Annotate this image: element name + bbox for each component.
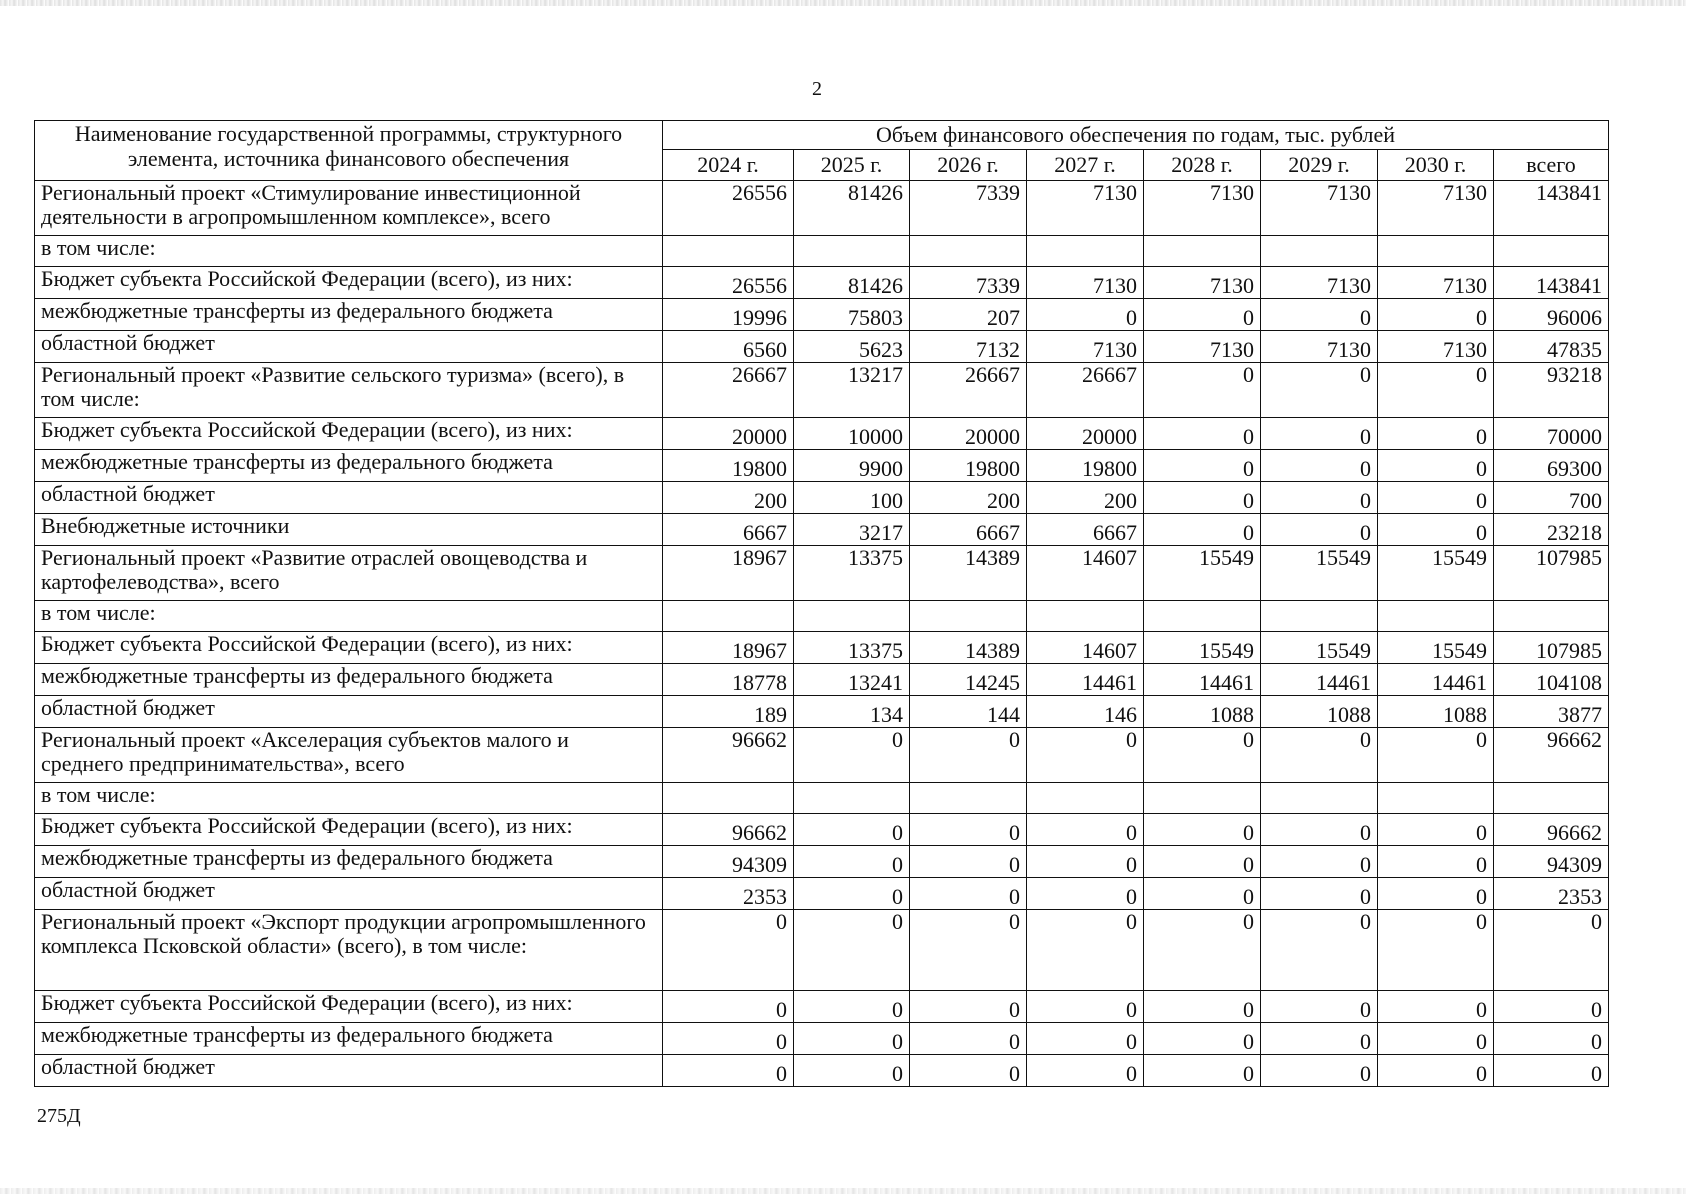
- value-cell: 0: [1378, 450, 1494, 482]
- row-label: Бюджет субъекта Российской Федерации (всего), из них:: [35, 814, 663, 846]
- value-cell: [910, 236, 1027, 267]
- row-label: межбюджетные трансферты из федерального бюджета: [35, 450, 663, 482]
- value-cell: 0: [794, 1023, 910, 1055]
- value-cell: [663, 236, 794, 267]
- value-cell: 7130: [1027, 331, 1144, 363]
- value-cell: 7130: [1027, 267, 1144, 299]
- header-name-column: Наименование государственной программы, структурного элемента, источника финансового обеспечения: [35, 121, 663, 181]
- row-label: областной бюджет: [35, 696, 663, 728]
- value-cell: 14607: [1027, 546, 1144, 601]
- value-cell: 14389: [910, 632, 1027, 664]
- table-row: [35, 514, 1609, 546]
- table-row: [35, 783, 1609, 814]
- value-cell: 0: [1378, 1055, 1494, 1087]
- value-cell: 23218: [1494, 514, 1609, 546]
- value-cell: 7130: [1261, 331, 1378, 363]
- value-cell: 7130: [1144, 267, 1261, 299]
- value-cell: 81426: [794, 267, 910, 299]
- header-year-cell: 2028 г.: [1144, 150, 1261, 181]
- value-cell: 19800: [663, 450, 794, 482]
- value-cell: 69300: [1494, 450, 1609, 482]
- value-cell: 0: [1378, 814, 1494, 846]
- table-row: [35, 331, 1609, 363]
- value-cell: 0: [1027, 728, 1144, 783]
- value-cell: 0: [1261, 418, 1378, 450]
- table-row: [35, 728, 1609, 783]
- value-cell: 0: [1261, 1055, 1378, 1087]
- value-cell: 47835: [1494, 331, 1609, 363]
- value-cell: 200: [1027, 482, 1144, 514]
- value-cell: [663, 783, 794, 814]
- table-row: [35, 363, 1609, 418]
- table-row: [35, 299, 1609, 331]
- value-cell: 0: [1378, 991, 1494, 1023]
- value-cell: [1027, 236, 1144, 267]
- value-cell: 6667: [1027, 514, 1144, 546]
- scan-edge-bottom: [0, 1188, 1686, 1194]
- value-cell: 107985: [1494, 546, 1609, 601]
- row-label: Региональный проект «Стимулирование инвестиционной деятельности в агропромышленном комплексе», всего: [35, 181, 663, 236]
- value-cell: 13241: [794, 664, 910, 696]
- table-row: [35, 601, 1609, 632]
- value-cell: [1494, 783, 1609, 814]
- value-cell: 13217: [794, 363, 910, 418]
- value-cell: 0: [1378, 846, 1494, 878]
- value-cell: [1144, 783, 1261, 814]
- value-cell: 1088: [1261, 696, 1378, 728]
- value-cell: 0: [1261, 514, 1378, 546]
- value-cell: 14607: [1027, 632, 1144, 664]
- value-cell: [1144, 601, 1261, 632]
- value-cell: 0: [1378, 910, 1494, 991]
- value-cell: 0: [1144, 1023, 1261, 1055]
- value-cell: 0: [1378, 418, 1494, 450]
- value-cell: 70000: [1494, 418, 1609, 450]
- value-cell: 0: [794, 991, 910, 1023]
- row-label: Региональный проект «Развитие отраслей овощеводства и картофелеводства», всего: [35, 546, 663, 601]
- page-number: 2: [812, 78, 822, 100]
- scan-edge-top: [0, 0, 1686, 6]
- value-cell: 18967: [663, 546, 794, 601]
- row-label: межбюджетные трансферты из федерального бюджета: [35, 299, 663, 331]
- value-cell: 0: [663, 1055, 794, 1087]
- table-header: [35, 121, 1609, 181]
- financing-table: [34, 120, 1609, 1087]
- header-year-cell: 2027 г.: [1027, 150, 1144, 181]
- value-cell: 7130: [1144, 331, 1261, 363]
- value-cell: 0: [1378, 1023, 1494, 1055]
- row-label: в том числе:: [35, 783, 663, 814]
- value-cell: 0: [1261, 814, 1378, 846]
- value-cell: 15549: [1144, 632, 1261, 664]
- value-cell: 207: [910, 299, 1027, 331]
- value-cell: 7130: [1027, 181, 1144, 236]
- value-cell: 0: [1261, 910, 1378, 991]
- table-row: [35, 482, 1609, 514]
- value-cell: 96006: [1494, 299, 1609, 331]
- row-label: в том числе:: [35, 236, 663, 267]
- value-cell: 0: [663, 910, 794, 991]
- value-cell: 0: [1261, 450, 1378, 482]
- value-cell: [1261, 601, 1378, 632]
- value-cell: 0: [910, 814, 1027, 846]
- value-cell: 0: [1144, 1055, 1261, 1087]
- document-code: 275Д: [37, 1105, 81, 1127]
- header-year-cell: 2026 г.: [910, 150, 1027, 181]
- value-cell: 0: [1144, 299, 1261, 331]
- value-cell: 5623: [794, 331, 910, 363]
- header-year-cell: всего: [1494, 150, 1609, 181]
- value-cell: 7130: [1261, 267, 1378, 299]
- value-cell: 0: [1027, 1055, 1144, 1087]
- value-cell: 0: [1144, 418, 1261, 450]
- row-label: межбюджетные трансферты из федерального бюджета: [35, 664, 663, 696]
- table-row: [35, 846, 1609, 878]
- value-cell: 0: [1261, 878, 1378, 910]
- value-cell: 0: [663, 991, 794, 1023]
- value-cell: 0: [1027, 846, 1144, 878]
- value-cell: 94309: [1494, 846, 1609, 878]
- value-cell: 15549: [1378, 632, 1494, 664]
- value-cell: 96662: [663, 814, 794, 846]
- header-year-cell: 2030 г.: [1378, 150, 1494, 181]
- value-cell: 0: [1378, 514, 1494, 546]
- row-label: Региональный проект «Экспорт продукции агропромышленного комплекса Псковской области» (всего), в том числе:: [35, 910, 663, 991]
- value-cell: 6667: [910, 514, 1027, 546]
- value-cell: 0: [1144, 482, 1261, 514]
- value-cell: 13375: [794, 632, 910, 664]
- value-cell: [1494, 601, 1609, 632]
- row-label: Региональный проект «Акселерация субъектов малого и среднего предпринимательства», всего: [35, 728, 663, 783]
- value-cell: 0: [1261, 299, 1378, 331]
- value-cell: 96662: [663, 728, 794, 783]
- value-cell: 26556: [663, 181, 794, 236]
- value-cell: 0: [794, 910, 910, 991]
- value-cell: 0: [1378, 363, 1494, 418]
- value-cell: 10000: [794, 418, 910, 450]
- value-cell: 0: [1494, 991, 1609, 1023]
- value-cell: [910, 601, 1027, 632]
- value-cell: 20000: [663, 418, 794, 450]
- value-cell: 0: [1027, 299, 1144, 331]
- value-cell: 13375: [794, 546, 910, 601]
- value-cell: 26667: [663, 363, 794, 418]
- table-row: [35, 664, 1609, 696]
- value-cell: 0: [1027, 991, 1144, 1023]
- row-label: межбюджетные трансферты из федерального бюджета: [35, 846, 663, 878]
- table-row: [35, 450, 1609, 482]
- value-cell: 700: [1494, 482, 1609, 514]
- value-cell: 0: [1261, 846, 1378, 878]
- value-cell: 0: [910, 728, 1027, 783]
- value-cell: 7339: [910, 267, 1027, 299]
- value-cell: 15549: [1144, 546, 1261, 601]
- value-cell: 0: [1144, 991, 1261, 1023]
- value-cell: [1378, 236, 1494, 267]
- value-cell: 26667: [1027, 363, 1144, 418]
- value-cell: 26556: [663, 267, 794, 299]
- value-cell: 0: [910, 1055, 1027, 1087]
- value-cell: 6667: [663, 514, 794, 546]
- table-row: [35, 1055, 1609, 1087]
- value-cell: 0: [1144, 728, 1261, 783]
- value-cell: 15549: [1378, 546, 1494, 601]
- header-year-cell: 2029 г.: [1261, 150, 1378, 181]
- value-cell: 0: [794, 814, 910, 846]
- value-cell: 94309: [663, 846, 794, 878]
- value-cell: 143841: [1494, 267, 1609, 299]
- value-cell: 0: [1261, 728, 1378, 783]
- table-row: [35, 991, 1609, 1023]
- value-cell: 0: [1144, 910, 1261, 991]
- row-label: Бюджет субъекта Российской Федерации (всего), из них:: [35, 418, 663, 450]
- value-cell: 7130: [1378, 267, 1494, 299]
- row-label: Региональный проект «Развитие сельского туризма» (всего), в том числе:: [35, 363, 663, 418]
- row-label: областной бюджет: [35, 482, 663, 514]
- value-cell: 0: [1144, 363, 1261, 418]
- value-cell: 15549: [1261, 546, 1378, 601]
- value-cell: [1494, 236, 1609, 267]
- value-cell: 0: [910, 910, 1027, 991]
- value-cell: 93218: [1494, 363, 1609, 418]
- value-cell: 96662: [1494, 728, 1609, 783]
- row-label: межбюджетные трансферты из федерального бюджета: [35, 1023, 663, 1055]
- value-cell: 19996: [663, 299, 794, 331]
- value-cell: 0: [1378, 482, 1494, 514]
- value-cell: [1378, 601, 1494, 632]
- value-cell: 0: [1144, 846, 1261, 878]
- value-cell: 9900: [794, 450, 910, 482]
- row-label: Бюджет субъекта Российской Федерации (всего), из них:: [35, 632, 663, 664]
- value-cell: [663, 601, 794, 632]
- value-cell: 0: [910, 1023, 1027, 1055]
- value-cell: 7130: [1261, 181, 1378, 236]
- value-cell: 20000: [910, 418, 1027, 450]
- header-year-cell: 2024 г.: [663, 150, 794, 181]
- value-cell: 96662: [1494, 814, 1609, 846]
- value-cell: 6560: [663, 331, 794, 363]
- value-cell: 189: [663, 696, 794, 728]
- table-row: [35, 418, 1609, 450]
- value-cell: 0: [663, 1023, 794, 1055]
- value-cell: 100: [794, 482, 910, 514]
- value-cell: 0: [794, 728, 910, 783]
- value-cell: 0: [1494, 910, 1609, 991]
- row-label: областной бюджет: [35, 1055, 663, 1087]
- value-cell: 14461: [1027, 664, 1144, 696]
- value-cell: 0: [1494, 1023, 1609, 1055]
- value-cell: 1088: [1144, 696, 1261, 728]
- value-cell: 0: [1378, 728, 1494, 783]
- table-row: [35, 267, 1609, 299]
- header-year-cell: 2025 г.: [794, 150, 910, 181]
- value-cell: [1027, 783, 1144, 814]
- table-row: [35, 236, 1609, 267]
- row-label: Внебюджетные источники: [35, 514, 663, 546]
- value-cell: 15549: [1261, 632, 1378, 664]
- value-cell: 14461: [1144, 664, 1261, 696]
- value-cell: 0: [1144, 450, 1261, 482]
- value-cell: 0: [794, 878, 910, 910]
- value-cell: 143841: [1494, 181, 1609, 236]
- value-cell: [1261, 783, 1378, 814]
- value-cell: 19800: [1027, 450, 1144, 482]
- value-cell: 0: [1261, 363, 1378, 418]
- value-cell: [1261, 236, 1378, 267]
- value-cell: 2353: [663, 878, 794, 910]
- value-cell: [794, 601, 910, 632]
- value-cell: 0: [1027, 910, 1144, 991]
- value-cell: 134: [794, 696, 910, 728]
- value-cell: 0: [1027, 814, 1144, 846]
- table-row: [35, 546, 1609, 601]
- value-cell: 0: [1144, 878, 1261, 910]
- value-cell: [1144, 236, 1261, 267]
- value-cell: 0: [910, 991, 1027, 1023]
- table-row: [35, 1023, 1609, 1055]
- value-cell: 0: [1144, 514, 1261, 546]
- table-row: [35, 632, 1609, 664]
- value-cell: 0: [1261, 1023, 1378, 1055]
- value-cell: 18778: [663, 664, 794, 696]
- table-row: [35, 878, 1609, 910]
- value-cell: 146: [1027, 696, 1144, 728]
- row-label: Бюджет субъекта Российской Федерации (всего), из них:: [35, 267, 663, 299]
- value-cell: 1088: [1378, 696, 1494, 728]
- table-body: [35, 181, 1609, 1087]
- value-cell: 14389: [910, 546, 1027, 601]
- value-cell: 104108: [1494, 664, 1609, 696]
- value-cell: 0: [1027, 1023, 1144, 1055]
- value-cell: 7339: [910, 181, 1027, 236]
- value-cell: 0: [1378, 299, 1494, 331]
- value-cell: [1027, 601, 1144, 632]
- value-cell: 2353: [1494, 878, 1609, 910]
- value-cell: 75803: [794, 299, 910, 331]
- value-cell: [794, 236, 910, 267]
- value-cell: 14245: [910, 664, 1027, 696]
- value-cell: 0: [1027, 878, 1144, 910]
- value-cell: 7132: [910, 331, 1027, 363]
- table-row: [35, 814, 1609, 846]
- value-cell: 20000: [1027, 418, 1144, 450]
- value-cell: 7130: [1378, 331, 1494, 363]
- table-row: [35, 910, 1609, 991]
- value-cell: 14461: [1378, 664, 1494, 696]
- value-cell: [910, 783, 1027, 814]
- value-cell: [794, 783, 910, 814]
- row-label: областной бюджет: [35, 878, 663, 910]
- value-cell: 7130: [1378, 181, 1494, 236]
- header-financing-volume: Объем финансового обеспечения по годам, тыс. рублей: [663, 121, 1609, 150]
- value-cell: 14461: [1261, 664, 1378, 696]
- row-label: областной бюджет: [35, 331, 663, 363]
- value-cell: 0: [794, 1055, 910, 1087]
- value-cell: 7130: [1144, 181, 1261, 236]
- value-cell: 0: [910, 878, 1027, 910]
- value-cell: 3217: [794, 514, 910, 546]
- value-cell: 19800: [910, 450, 1027, 482]
- value-cell: 3877: [1494, 696, 1609, 728]
- table-row: [35, 181, 1609, 236]
- row-label: Бюджет субъекта Российской Федерации (всего), из них:: [35, 991, 663, 1023]
- value-cell: 0: [910, 846, 1027, 878]
- row-label: в том числе:: [35, 601, 663, 632]
- table-row: [35, 696, 1609, 728]
- value-cell: 0: [794, 846, 910, 878]
- value-cell: 200: [910, 482, 1027, 514]
- value-cell: 81426: [794, 181, 910, 236]
- value-cell: 200: [663, 482, 794, 514]
- value-cell: 18967: [663, 632, 794, 664]
- value-cell: 107985: [1494, 632, 1609, 664]
- value-cell: 0: [1261, 991, 1378, 1023]
- value-cell: 26667: [910, 363, 1027, 418]
- value-cell: 144: [910, 696, 1027, 728]
- value-cell: 0: [1378, 878, 1494, 910]
- value-cell: 0: [1144, 814, 1261, 846]
- value-cell: [1378, 783, 1494, 814]
- value-cell: 0: [1494, 1055, 1609, 1087]
- value-cell: 0: [1261, 482, 1378, 514]
